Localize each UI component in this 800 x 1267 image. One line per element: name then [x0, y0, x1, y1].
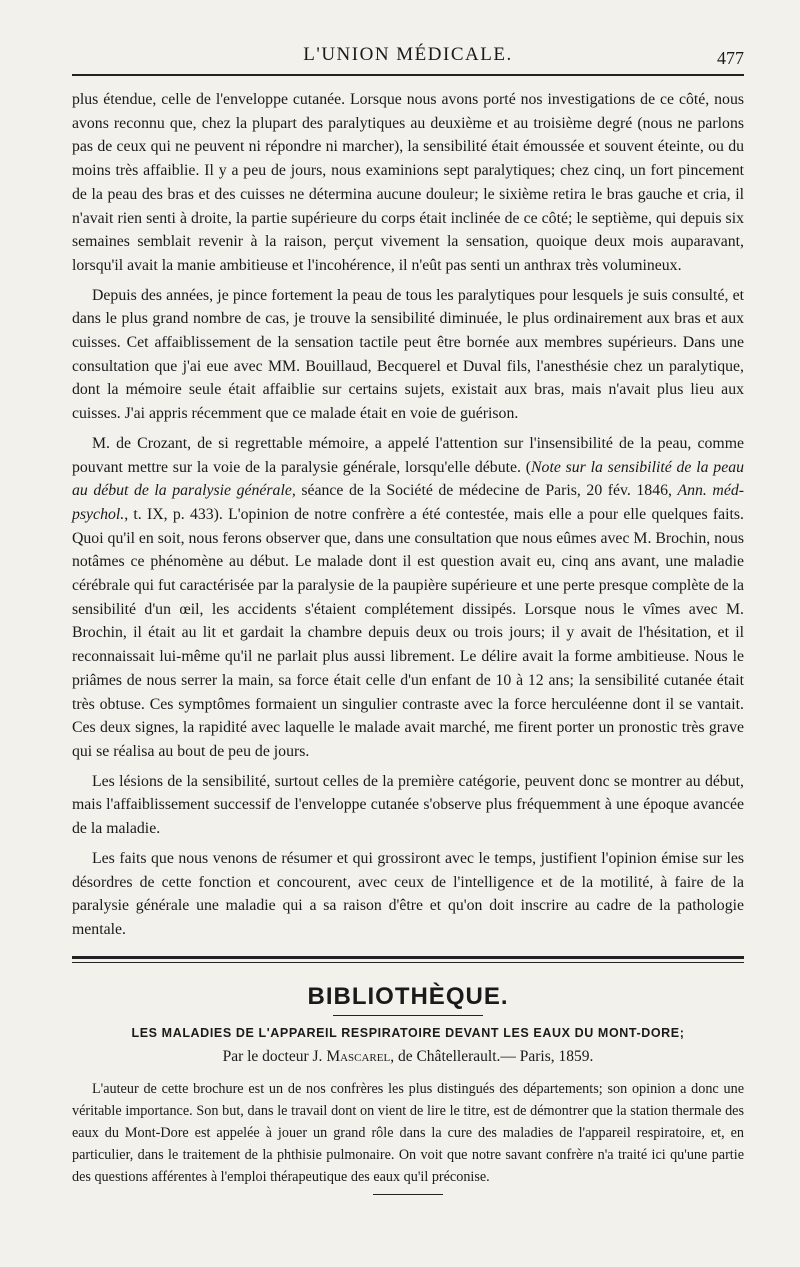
author-suffix: , de Châtellerault.— Paris, 1859. [390, 1047, 594, 1065]
section-divider-thick [72, 956, 744, 959]
crozant-journal-title: Ann. méd-psychol. [72, 482, 744, 523]
paragraph-crozant [72, 432, 744, 764]
crozant-text-before: M. de Crozant, de si regrettable mémoire, a appelé l'attention sur l'insensibilité de la peau, comme pouvant mettre sur la voie de la paralysie générale, lorsqu'elle débute. ( [72, 434, 744, 476]
running-header [72, 38, 744, 76]
paragraph-conclusion: Les faits que nous venons de résumer et qui grossiront avec le temps, justifient l'opinion émise sur les désordres de cette fonction et concourent, avec ceux de l'intelligence et de la motilité, à faire de la paralysie générale une maladie qui a sa raison d'être et qu'on doit inscrire au cadre de la pathologie mentale. [72, 849, 744, 938]
crozant-note-title: Note sur la sensibilité de la peau au début de la paralysie générale, [72, 458, 745, 500]
review-author-line [72, 1048, 744, 1066]
section-divider-thin [72, 962, 744, 963]
title-underline [333, 1015, 483, 1016]
review-paragraph: L'auteur de cette brochure est un de nos confrères les plus distingués des départements; son opinion a donc une véritable importance. Son but, dans le travail dont on vient de lire le titre, est de démontrer que la station thermale des eaux du Mont-Dore est appelée à jouer un grand rôle dans la cure des maladies de l'appareil respiratoire, et, en particulier, dans le traitement de la phthisie pulmonaire. On voit que notre savant confrère n'a traité ici qu'une partie des questions afférentes à l'emploi thérapeutique des eaux qu'il préconise. [72, 1080, 744, 1185]
paragraph-2: Depuis des années, je pince fortement la peau de tous les paralytiques pour lesquels je suis consulté, et dans le plus grand nombre de cas, je trouve la sensibilité diminuée, le plus ordinairement aux bras et aux cuisses. Cet affaiblissement de la sensation tactile peut être bornée aux membres supérieurs. Dans une consultation que j'ai eue avec MM. Bouillaud, Becquerel et Duval fils, l'anesthésie chez un paralytique, dont la mémoire seule était affaiblie sur certains sujets, existait aux bras, mais n'avait plus lieu aux cuisses. J'ai appris récemment que ce malade était en voie de guérison. [72, 286, 744, 423]
page-number: 477 [717, 48, 744, 68]
document-page [72, 38, 744, 1195]
paragraph-1: plus étendue, celle de l'enveloppe cutanée. Lorsque nous avons porté nos investigations de ce côté, nous avons reconnu que, chez la plupart des paralytiques au deuxième et au troisième degré (nous ne parlons pas de ceux qui ne peuvent ni répondre ni marcher), la sensibilité était émoussée et souvent éteinte, ou du moins très affaiblie. Il y a peu de jours, nous examinions sept paralytiques; chez cinq, un fort pincement de la peau des bras et des cuisses ne détermina aucune douleur; le sixième retira le bras gauche et cria, il n'avait rien senti à droite, la partie supérieure du corps était inclinée de ce côté; le septième, qui depuis six semaines semblait revenir à la raison, perçut vivement la sensation, quoique deux mois auparavant, lorsqu'il avait la manie ambitieuse et l'incohérence, il n'eût pas senti un anthrax très volumineux. [72, 91, 744, 274]
article-body [72, 88, 744, 942]
journal-title: L'UNION MÉDICALE. [303, 44, 513, 65]
crozant-text-after: , t. IX, p. 433). L'opinion de notre confrère a été contestée, mais elle a pour elle quelques faits. Quoi qu'il en soit, nous ferons observer que, dans une consultation que nous eûmes avec M. Brochin, nous notâmes ce phénomène au début. Le malade dont il est question avait eu, cinq ans avant, une maladie cérébrale qui fut caractérisée par la paralysie de la paupière supérieure et une perte presque complète de la sensibilité d'un œil, les accidents s'étaient complétement dissipés. Lorsque nous le vîmes avec M. Brochin, il était au lit et gardait la chambre depuis deux ou trois jours; il y avait de l'hésitation, et il reconnaissait lui-même qu'il ne parlait plus aussi librement. Le délire avait la forme ambitieuse. Nous le priâmes de nous serrer la main, sa force était celle d'un enfant de 10 à 12 ans; la sensibilité cutanée était très obtuse. Ces symptômes formaient un singulier contraste avec la force herculéenne dont il se vantait. Ces deux signes, la rapidité avec laquelle le malade avait marché, me firent porter un pronostic très grave qui se réalisa au bout de peu de jours. [72, 505, 744, 760]
review-title: LES MALADIES DE L'APPAREIL RESPIRATOIRE DEVANT LES EAUX DU MONT-DORE; [131, 1025, 685, 1040]
closing-rule [373, 1194, 443, 1195]
section-title: BIBLIOTHÈQUE. [307, 982, 509, 1010]
author-prefix: Par le docteur J. [222, 1047, 327, 1065]
paragraph-lesions: Les lésions de la sensibilité, surtout celles de la première catégorie, peuvent donc se montrer au début, mais l'affaiblissement successif de l'enveloppe cutanée s'observe plus fréquemment à une époque avancée de la maladie. [72, 772, 744, 838]
review-body [72, 1078, 744, 1188]
author-name: Mascarel [326, 1047, 391, 1065]
crozant-note-middle: séance de la Société de médecine de Paris, 20 fév. 1846, [295, 482, 678, 500]
